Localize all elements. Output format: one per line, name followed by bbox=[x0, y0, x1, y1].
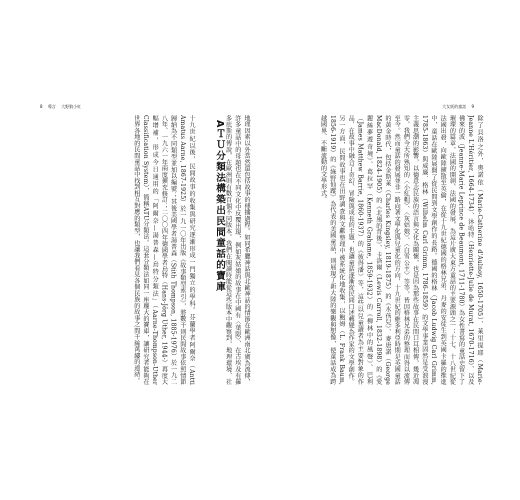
running-head-chapter: 大女妖的童話 bbox=[442, 104, 467, 109]
running-head-right bbox=[442, 104, 478, 109]
page-number-left: 8 bbox=[40, 104, 43, 109]
section-heading: AＴＵ分類法構築出民間童話的寶庫 bbox=[214, 120, 225, 293]
running-head-section: 導言 bbox=[47, 104, 56, 109]
right-page-body-text: 除了貝洛之外，奧諾依（Marie-Catherine d'Aulnoy, 1650-1705）、萊里提耶（Marie-Jeanne L'Héritier, 1664-1734）、沐哈特（Henriette-Julie de Murat, 1670-1716）、以及佛來的波（Jeanne-Marie Leprince de Beaumont, 1711-1780）為女性書寫的童話史留下了璀璨的篇章，法國的開創、法國的發展，為這片廣大東方童話的主要源頭之一；十七、十八世紀從法國出發，向歐陸擴散至英倫，在從十九世紀德國的格林兄弟、丹麥的安徒生到英國卡羅的推進中，童話在歐陸展開了從民間到文學創作的長路。德國的格林（Jacob Ludwig Carl Grimm, 1785-1863）與威廉．格林（Wilhelm Carl Grimm, 1786-1859）的文學事業固然是受浪漫主義思潮的影響，以德意志民族的語言與文化為關懷，也是因為那些故事在民間口耳相傳，幾近凋零，我們今天所熟知的〈小紅帽〉、〈灰姑娘〉、〈白雪公主〉等等，皆因格林兄弟的整理而得以流傳至今。然而童話的發展並非一路向著文學化與兒童化的方向，十九世紀的維多利亞時期是英國童話的黃金時代，包括金斯萊（Charles Kingsley, 1819-1875）的《水孩兒》、麥唐諾（George MacDonald, 1824-1905）的《北風的背後》、卡洛爾（Lewis Carroll, 1832-1898）的《愛麗絲夢遊奇境》、葛拉罕（Kenneth Grahame, 1859-1932）的《柳林中的風聲》、巴利（James Matthew Barrie, 1860-1937）的《彼得潘》等，這些以兒童讀者為主要對象的作品，在故事中融合了奇幻、冒險與成長的主題，也讓童話逐漸從民間口述轉變為作家的文學創作。另一方面，民間故事也在田野調查與文獻整理中被系統化地收集，以鮑姆（L. Frank Baum, 1856-1919）的《綠野仙蹤》為代表的美國童話，則展現了新大陸的樂觀與想像，使童話成為跨越國界、不斷流動的文學形式。 bbox=[319, 115, 483, 385]
left-page-body-text: 十九世紀以後，民間故事的收集與研究逐漸形成一門獨立的學科。芬蘭學者阿爾奈（Antti Amatus Aarne, 1867-1925）於一九一〇年出版《故事類型索引》，將數千則民間故事依照情節歸納為不同類型並加以編號；其後美國學者湯普森（Stith Thompson, 1885-1976）於一九二八年、一九六一年兩度擴充修訂；二〇〇四年德國學者烏特（Hans-Jörg Uther, 1944-）再度大幅增補，形成今日通用的「阿爾奈—湯普森—烏特分類法」（Aarne-Thompson-Uther Classification System），簡稱ATU分類法。這套分類法如同一座龐大的寶庫，讓研究者能夠在世界各地的民間童話中找到相互對應的類型，也讓我們看見各個民族的故事之間千絲萬縷的連結。 bbox=[132, 115, 195, 385]
left-page-intro-text: 地理因素以外當然還包括故事的傳播過程。如同希臘神話與北歐神話的情節在歐洲南北廣為流傳，許多童話中的母題也在不同文化中反覆出現，例如灰姑娘的故事在中國有〈葉限〉、在古埃及有羅多庇斯的傳說，在歐洲則有數百個不同版本。我們在閱讀時能從這些版本中觀察到，地理環境、社 bbox=[225, 115, 250, 385]
running-head-left bbox=[40, 104, 85, 109]
running-head-title: 大野狼小紅 bbox=[61, 104, 82, 109]
page-number-right: 9 bbox=[471, 104, 474, 109]
